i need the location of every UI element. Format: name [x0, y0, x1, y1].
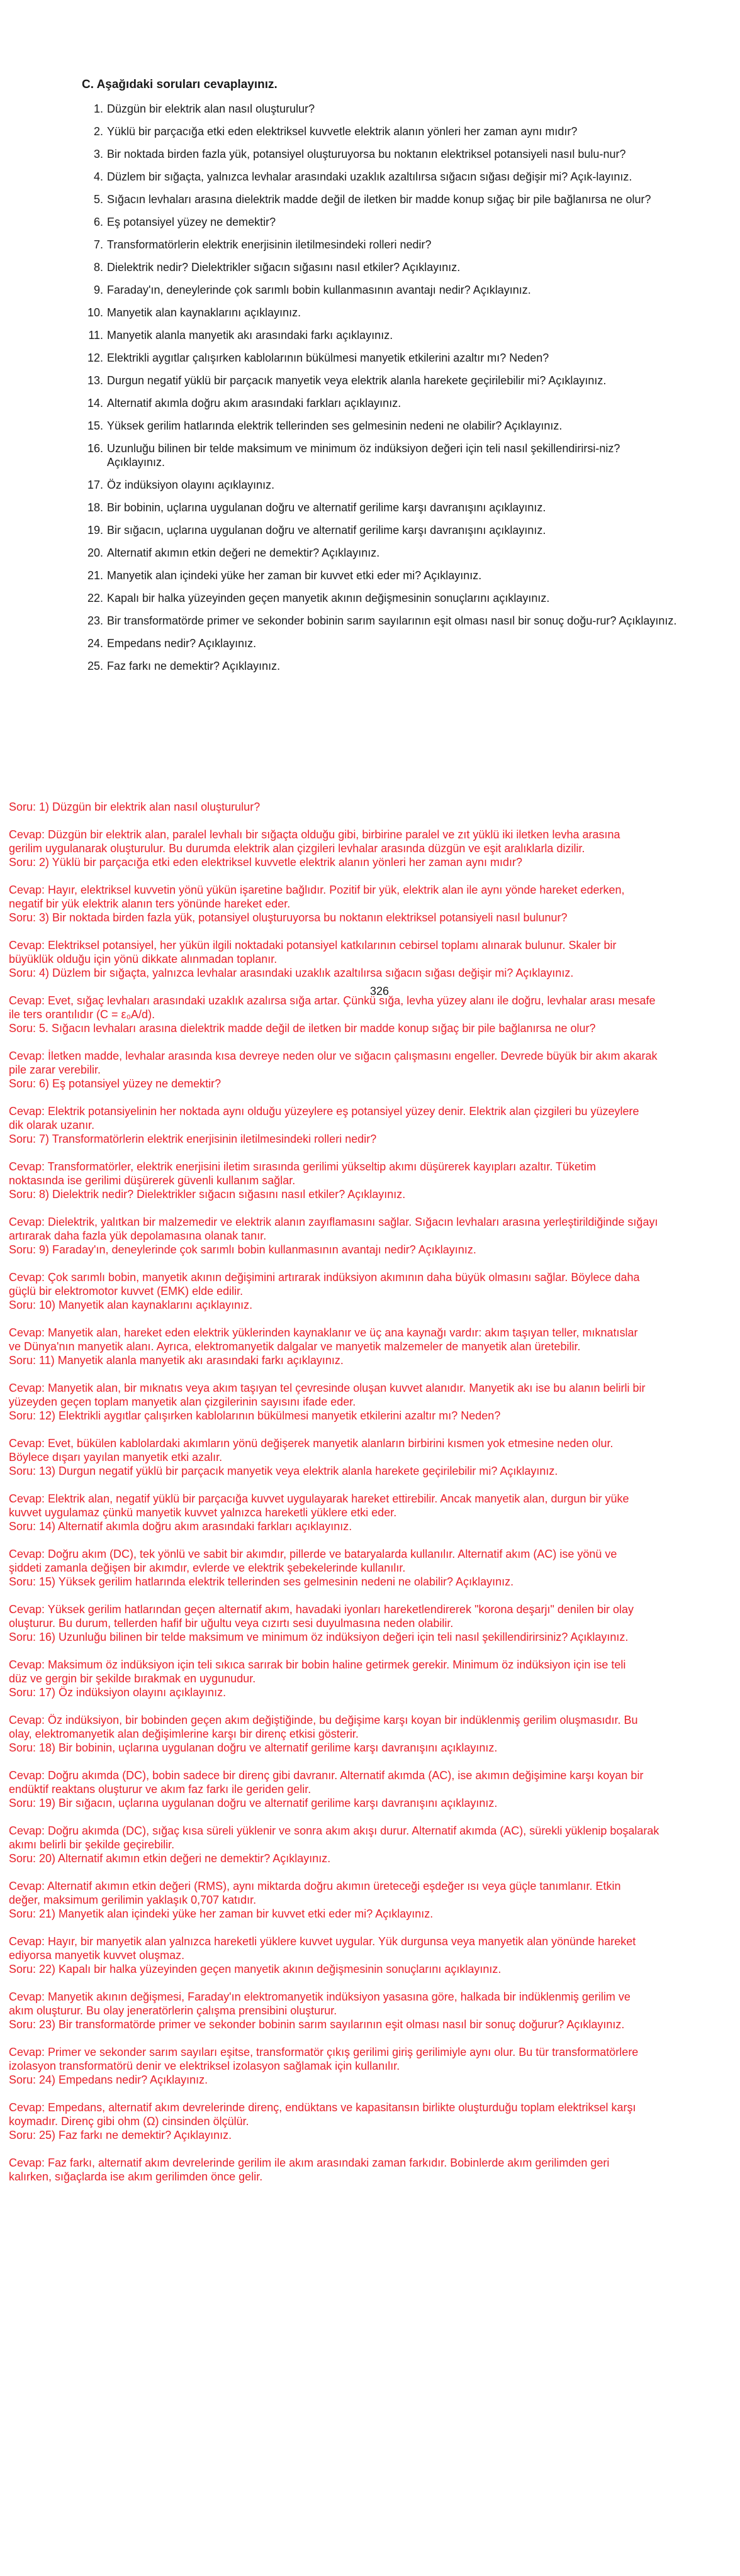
answer-gap — [9, 814, 740, 828]
question-item — [88, 659, 680, 673]
question-line: Soru: 12) Elektrikli aygıtlar çalışırken kablolarının bükülmesi manyetik etkilerini azaltır mı? Neden? — [9, 1409, 501, 1422]
answer-line: büyüklük olduğu için yönü dikkate alınmadan toplanır. — [9, 953, 278, 965]
question-line: Soru: 16) Uzunluğu bilinen bir telde maksimum ve minimum öz indüksiyon değeri için teli nasıl şekillendirirsiniz? Açıklayınız. — [9, 1631, 629, 1643]
question-item — [88, 591, 680, 605]
question-number: 3. — [93, 148, 103, 160]
question-item — [88, 419, 680, 433]
question-item — [88, 125, 680, 138]
question-item — [88, 569, 680, 582]
answer-line: negatif bir yük elektrik alanın ters yönünde hareket eder. — [9, 897, 291, 910]
question-item — [88, 192, 680, 206]
answer-line: şiddeti zamanla değişen bir akımdır, evlerde ve elektrik şebekelerinde kullanılır. — [9, 1562, 406, 1574]
question-line: Soru: 9) Faraday'ın, deneylerinde çok sarımlı bobin kullanmasının avantajı nedir? Açıklayınız. — [9, 1243, 476, 1256]
question-item — [88, 636, 680, 650]
question-number: 5. — [93, 193, 103, 206]
question-line: Soru: 17) Öz indüksiyon olayını açıklayınız. — [9, 1686, 227, 1699]
question-line: Soru: 21) Manyetik alan içindeki yüke her zaman bir kuvvet etki eder mi? Açıklayınız. — [9, 1907, 434, 1920]
answer-line: Cevap: Maksimum öz indüksiyon için teli sıkıca sarırak bir bobin haline getirmek gerekir. Minimum öz indüksiyon için ise teli — [9, 1658, 626, 1671]
answer-line: olay, elektromanyetik alan değişimlerine karşı bir direnç etkisi gösterir. — [9, 1728, 359, 1740]
answer-gap — [9, 1976, 740, 1990]
question-number: 7. — [93, 238, 103, 251]
answer-line: Cevap: Öz indüksiyon, bir bobinden geçen akım değiştiğinde, bu değişime karşı koyan bir indüklenmiş gerilim oluşmasıdır. Bu — [9, 1714, 638, 1726]
answer-gap — [9, 1810, 740, 1824]
answer-line: Cevap: Evet, sığaç levhaları arasındaki uzaklık azalırsa sığa artar. Çünkü sığa, levha yüzey alanı ile doğru, levhalar arası mesafe — [9, 994, 656, 1007]
answer-line: Cevap: Doğru akımda (DC), sığaç kısa süreli yüklenir ve sonra akım akışı durur. Alternatif akımda (AC), sürekli yüklenip boşalarak — [9, 1824, 659, 1837]
question-number: 2. — [93, 125, 103, 138]
question-item — [88, 306, 680, 319]
answer-line: endüktif reaktans oluşturur ve akım faz farkı ile geriden gelir. — [9, 1783, 311, 1796]
question-item — [88, 283, 680, 297]
page-number: 326 — [370, 985, 390, 997]
question-line: Soru: 14) Alternatif akımla doğru akım arasındaki farkları açıklayınız. — [9, 1520, 352, 1533]
question-text: Kapalı bir halka yüzeyinden geçen manyetik akının değişmesinin sonuçlarını açıklayınız. — [107, 592, 550, 604]
question-item — [88, 546, 680, 560]
question-text: Elektrikli aygıtlar çalışırken kablolarının bükülmesi manyetik etkilerini azaltır mı? Neden? — [107, 352, 549, 364]
answer-gap — [9, 1589, 740, 1602]
question-number: 8. — [93, 261, 103, 274]
question-number: 4. — [93, 170, 103, 183]
question-line: Soru: 6) Eş potansiyel yüzey ne demektir? — [9, 1077, 221, 1090]
answer-line: oluşturur. Bu durum, tellerden hafif bir uğultu veya cızırtı sesi duyulmasına neden olabilir. — [9, 1617, 454, 1629]
answer-gap — [9, 2087, 740, 2101]
answer-line: Cevap: Doğru akımda (DC), bobin sadece bir direnç gibi davranır. Alternatif akımda (AC), ise akımın değişimine karşı koyan bir — [9, 1769, 644, 1782]
section-title: C. Aşağıdaki soruları cevaplayınız. — [82, 78, 278, 91]
question-number: 14. — [87, 397, 103, 409]
question-number: 19. — [87, 524, 103, 536]
answer-gap — [9, 1478, 740, 1492]
question-number: 16. — [87, 442, 103, 455]
question-text: Dielektrik nedir? Dielektrikler sığacın sığasını nasıl etkiler? Açıklayınız. — [107, 261, 461, 274]
answer-line: Cevap: Dielektrik, yalıtkan bir malzemedir ve elektrik alanın zayıflamasını sağlar. Sığacın levhaları arasına yerleştirildiğinde sığayı — [9, 1216, 658, 1228]
question-item — [88, 441, 680, 469]
question-number: 11. — [88, 329, 103, 341]
question-item — [88, 260, 680, 274]
answer-line: ile ters orantılıdır (C = ε₀A/d). — [9, 1008, 155, 1021]
question-text: Düzgün bir elektrik alan nasıl oluşturulur? — [107, 103, 315, 115]
answer-line: Cevap: Hayır, bir manyetik alan yalnızca hareketli yüklere kuvvet uygular. Yük durgunsa veya manyetik alan yönünde hareket — [9, 1935, 636, 1948]
answer-line: Cevap: Alternatif akımın etkin değeri (RMS), aynı miktarda doğru akımın üreteceği eşdeğer ısı veya güçle tanımlanır. Etkin — [9, 1880, 621, 1892]
question-number: 12. — [87, 352, 103, 364]
question-text: Manyetik alanla manyetik akı arasındaki farkı açıklayınız. — [107, 329, 393, 341]
question-line: Soru: 13) Durgun negatif yüklü bir parçacık manyetik veya elektrik alanla harekete geçirilebilir mi? Açıklayınız. — [9, 1465, 558, 1477]
answer-line: Cevap: Manyetik alan, hareket eden elektrik yüklerinden kaynaklanır ve üç ana kaynağı vardır: akım taşıyan teller, mıknatıslar — [9, 1326, 638, 1339]
answer-gap — [9, 1533, 740, 1547]
question-number: 25. — [87, 660, 103, 672]
answer-line: Cevap: Elektrik potansiyelinin her noktada aynı olduğu yüzeylere eş potansiyel yüzey denir. Elektrik alan çizgileri bu yüzeylere — [9, 1105, 639, 1118]
question-item — [88, 102, 680, 116]
answer-gap — [9, 1755, 740, 1768]
answer-line: Cevap: Transformatörler, elektrik enerjisini iletim sırasında gerilimi yükseltip akımı düşürerek kayıpları azaltır. Tüketim — [9, 1160, 597, 1173]
answer-line: dik olarak uzanır. — [9, 1119, 95, 1131]
question-number: 1. — [93, 103, 103, 115]
question-line: Soru: 1) Düzgün bir elektrik alan nasıl oluşturulur? — [9, 801, 261, 813]
answer-gap — [9, 2031, 740, 2045]
answer-gap — [9, 1423, 740, 1436]
answer-line: Cevap: İletken madde, levhalar arasında kısa devreye neden olur ve sığacın çalışmasını engeller. Devrede büyük bir akım akarak — [9, 1050, 658, 1062]
question-line: Soru: 18) Bir bobinin, uçlarına uygulanan doğru ve alternatif gerilime karşı davranışını açıklayınız. — [9, 1741, 498, 1754]
answer-line: artırarak daha fazla yük depolamasına olanak tanır. — [9, 1230, 267, 1242]
question-line: Soru: 7) Transformatörlerin elektrik enerjisinin iletilmesindeki rolleri nedir? — [9, 1133, 377, 1145]
question-number: 23. — [87, 614, 103, 627]
answer-gap — [9, 1865, 740, 1879]
question-text: Düzlem bir sığaçta, yalnızca levhalar arasındaki uzaklık azaltılırsa sığacın sığası değişir mi? Açık-layınız. — [107, 170, 632, 183]
question-number: 13. — [87, 374, 103, 387]
question-item — [88, 215, 680, 229]
question-item — [88, 523, 680, 537]
answer-line: kuvvet uygulamaz çünkü manyetik kuvvet yalnızca hareketli yüklere etki eder. — [9, 1506, 397, 1519]
question-line: Soru: 23) Bir transformatörde primer ve sekonder bobinin sarım sayılarının eşit olması nasıl bir sonuç doğurur? Açıklayınız. — [9, 2018, 625, 2031]
answer-line: Böylece dışarı yayılan manyetik etki azalır. — [9, 1451, 223, 1463]
question-line: Soru: 19) Bir sığacın, uçlarına uygulanan doğru ve alternatif gerilime karşı davranışını açıklayınız. — [9, 1797, 498, 1809]
question-text: Sığacın levhaları arasına dielektrik madde değil de iletken bir madde konup sığaç bir pile bağlanırsa ne olur? — [107, 193, 651, 206]
answer-gap — [9, 1699, 740, 1713]
question-text: Bir noktada birden fazla yük, potansiyel oluşturuyorsa bu noktanın elektriksel potansiyeli nasıl bulu-nur? — [107, 148, 626, 160]
question-text: Öz indüksiyon olayını açıklayınız. — [107, 479, 275, 491]
answer-line: Cevap: Faz farkı, alternatif akım devrelerinde gerilim ile akım arasındaki zaman farkıdır. Bobinlerde akım gerilimden geri — [9, 2157, 610, 2169]
answer-gap — [9, 1921, 740, 1935]
question-number: 21. — [87, 569, 103, 582]
answer-line: düz ve gergin bir şekilde bırakmak en uygunudur. — [9, 1672, 256, 1685]
answer-line: gerilim uygulanarak oluşturulur. Bu durumda elektrik alan çizgileri levhalar arasında düzgün ve eşit aralıklarla dizilir. — [9, 842, 585, 855]
answer-line: Cevap: Empedans, alternatif akım devrelerinde direnç, endüktans ve kapasitansın birlikte oluşturduğu toplam elektriksel karşı — [9, 2101, 636, 2114]
answer-line: Cevap: Manyetik akının değişmesi, Faraday'ın elektromanyetik indüksiyon yasasına göre, halkada bir indüklenmiş gerilim ve — [9, 1990, 631, 2003]
answer-line: Cevap: Evet, bükülen kablolardaki akımların yönü değişerek manyetik alanların birbirini kısmen yok etmesine neden olur. — [9, 1437, 614, 1450]
question-line: Soru: 20) Alternatif akımın etkin değeri ne demektir? Açıklayınız. — [9, 1852, 331, 1865]
question-text: Empedans nedir? Açıklayınız. — [107, 637, 257, 650]
answer-line: değer, maksimum gerilimin yaklaşık 0,707 katıdır. — [9, 1894, 257, 1906]
question-item — [88, 351, 680, 365]
question-item — [88, 238, 680, 252]
question-text: Bir transformatörde primer ve sekonder bobinin sarım sayılarının eşit olması nasıl bir sonuç doğu-rur? Açıklayınız. — [107, 614, 677, 627]
answer-gap — [9, 2142, 740, 2156]
answer-line: güçlü bir elektromotor kuvvet (EMK) elde edilir. — [9, 1285, 244, 1297]
question-text: Yüksek gerilim hatlarında elektrik tellerinden ses gelmesinin nedeni ne olabilir? Açıklayınız. — [107, 419, 563, 432]
question-number: 18. — [87, 501, 103, 514]
answer-line: ve Dünya'nın manyetik alanı. Ayrıca, elektromanyetik dalgalar ve manyetik malzemeler de manyetik alan üretebilir. — [9, 1340, 581, 1353]
answer-line: ediyorsa manyetik kuvvet oluşmaz. — [9, 1949, 185, 1962]
answer-line: Cevap: Düzgün bir elektrik alan, paralel levhalı bir sığaçta olduğu gibi, birbirine paralel ve zıt yüklü iki iletken levha arasına — [9, 828, 620, 841]
question-line: Soru: 3) Bir noktada birden fazla yük, potansiyel oluşturuyorsa bu noktanın elektriksel potansiyeli nasıl bulunur? — [9, 911, 568, 924]
answer-gap — [9, 1257, 740, 1270]
answer-line: Cevap: Manyetik alan, bir mıknatıs veya akım taşıyan tel çevresinde oluşan kuvvet alanıdır. Manyetik akı ise bu alanın belirli bir — [9, 1382, 646, 1394]
question-text: Durgun negatif yüklü bir parçacık manyetik veya elektrik alanla harekete geçirilebilir mi? Açıklayınız. — [107, 374, 607, 387]
answer-line: izolasyon transformatörü denir ve elektriksel izolasyon sağlamak için kullanılır. — [9, 2060, 400, 2072]
question-text: Faraday'ın, deneylerinde çok sarımlı bobin kullanmasının avantajı nedir? Açıklayınız. — [107, 284, 531, 296]
question-line: Soru: 10) Manyetik alan kaynaklarını açıklayınız. — [9, 1299, 253, 1311]
answer-gap — [9, 1644, 740, 1658]
question-item — [88, 396, 680, 410]
answer-gap — [9, 1146, 740, 1160]
question-number: 10. — [87, 306, 103, 319]
question-text: Transformatörlerin elektrik enerjisinin iletilmesindeki rolleri nedir? — [107, 238, 432, 251]
answer-line: Cevap: Primer ve sekonder sarım sayıları eşitse, transformatör çıkış gerilimi giriş gerilimiyle aynı olur. Bu tür transformatörlere — [9, 2046, 639, 2058]
question-item — [88, 170, 680, 184]
question-text: Manyetik alan kaynaklarını açıklayınız. — [107, 306, 301, 319]
question-list — [88, 102, 680, 682]
question-item — [88, 501, 680, 514]
question-item — [88, 374, 680, 387]
answer-line: kalırken, sığaçlarda ise akım gerilimden önce gelir. — [9, 2170, 263, 2183]
question-number: 24. — [87, 637, 103, 650]
question-item — [88, 328, 680, 342]
question-item — [88, 478, 680, 492]
question-text: Uzunluğu bilinen bir telde maksimum ve minimum öz indüksiyon değeri için teli nasıl şekillendirirsi-niz? Açıklayınız. — [107, 442, 620, 469]
question-line: Soru: 8) Dielektrik nedir? Dielektrikler sığacın sığasını nasıl etkiler? Açıklayınız. — [9, 1188, 406, 1201]
answer-line: Cevap: Doğru akım (DC), tek yönlü ve sabit bir akımdır, pillerde ve bataryalarda kullanılır. Alternatif akım (AC) ise yönü ve — [9, 1548, 617, 1560]
question-line: Soru: 2) Yüklü bir parçacığa etki eden elektriksel kuvvetle elektrik alanın yönleri her zaman aynı mıdır? — [9, 856, 523, 869]
answer-line: akım oluşturur. Bu olay jeneratörlerin çalışma prensibini oluşturur. — [9, 2004, 337, 2017]
answer-gap — [9, 1201, 740, 1215]
question-number: 6. — [93, 216, 103, 228]
question-number: 15. — [87, 419, 103, 432]
question-text: Alternatif akımın etkin değeri ne demektir? Açıklayınız. — [107, 547, 380, 559]
question-line: Soru: 24) Empedans nedir? Açıklayınız. — [9, 2074, 208, 2086]
question-line: Soru: 22) Kapalı bir halka yüzeyinden geçen manyetik akının değişmesinin sonuçlarını açıklayınız. — [9, 1963, 502, 1975]
question-text: Yüklü bir parçacığa etki eden elektriksel kuvvetle elektrik alanın yönleri her zaman aynı mıdır? — [107, 125, 578, 138]
answer-line: koymadır. Direnç gibi ohm (Ω) cinsinden ölçülür. — [9, 2115, 249, 2128]
answer-line: Cevap: Hayır, elektriksel kuvvetin yönü yükün işaretine bağlıdır. Pozitif bir yük, elektrik alan ile aynı yönde hareket ederken, — [9, 884, 625, 896]
question-line: Soru: 11) Manyetik alanla manyetik akı arasındaki farkı açıklayınız. — [9, 1354, 344, 1367]
answer-line: yüzeyden geçen toplam manyetik alan çizgilerinin sayısını ifade eder. — [9, 1396, 356, 1408]
answer-gap — [9, 1091, 740, 1104]
answer-gap — [9, 1367, 740, 1381]
question-number: 22. — [87, 592, 103, 604]
answer-line: Cevap: Yüksek gerilim hatlarından geçen alternatif akım, havadaki iyonları hareketlendirerek "korona deşarjı" denilen bir olay — [9, 1603, 634, 1616]
question-number: 17. — [87, 479, 103, 491]
question-item — [88, 147, 680, 161]
question-line: Soru: 5. Sığacın levhaları arasına dielektrik madde değil de iletken bir madde konup sığaç bir pile bağlanırsa ne olur? — [9, 1022, 596, 1035]
answer-line: akımı belirli bir şekilde geçirebilir. — [9, 1838, 175, 1851]
answer-gap — [9, 869, 740, 883]
answer-text — [9, 800, 740, 2184]
question-text: Bir bobinin, uçlarına uygulanan doğru ve alternatif gerilime karşı davranışını açıklayınız. — [107, 501, 546, 514]
question-text: Bir sığacın, uçlarına uygulanan doğru ve alternatif gerilime karşı davranışını açıklayınız. — [107, 524, 546, 536]
answer-line: Cevap: Elektrik alan, negatif yüklü bir parçacığa kuvvet uygulayarak hareket ettirebilir. Ancak manyetik alan, durgun bir yüke — [9, 1492, 629, 1505]
answer-gap — [9, 1035, 740, 1049]
answer-line: Cevap: Elektriksel potansiyel, her yükün ilgili noktadaki potansiyel katkılarının cebirsel toplamı alınarak bulunur. Skaler bir — [9, 939, 617, 952]
question-line: Soru: 15) Yüksek gerilim hatlarında elektrik tellerinden ses gelmesinin nedeni ne olabilir? Açıklayınız. — [9, 1575, 514, 1588]
answer-gap — [9, 924, 740, 938]
answer-line: noktasında ise gerilimi düşürerek güvenli kullanım sağlar. — [9, 1174, 296, 1187]
question-text: Faz farkı ne demektir? Açıklayınız. — [107, 660, 281, 672]
question-number: 9. — [93, 284, 103, 296]
question-line: Soru: 25) Faz farkı ne demektir? Açıklayınız. — [9, 2129, 232, 2141]
question-text: Eş potansiyel yüzey ne demektir? — [107, 216, 276, 228]
question-line: Soru: 4) Düzlem bir sığaçta, yalnızca levhalar arasındaki uzaklık azaltılırsa sığacın sığası değişir mi? Açıklayınız. — [9, 967, 574, 979]
answer-line: pile zarar verebilir. — [9, 1063, 101, 1076]
answer-line: Cevap: Çok sarımlı bobin, manyetik akının değişimini artırarak indüksiyon akımının daha büyük olmasını sağlar. Böylece daha — [9, 1271, 640, 1284]
question-text: Manyetik alan içindeki yüke her zaman bir kuvvet etki eder mi? Açıklayınız. — [107, 569, 482, 582]
question-text: Alternatif akımla doğru akım arasındaki farkları açıklayınız. — [107, 397, 401, 409]
question-number: 20. — [87, 547, 103, 559]
question-item — [88, 614, 680, 628]
answer-gap — [9, 1312, 740, 1326]
